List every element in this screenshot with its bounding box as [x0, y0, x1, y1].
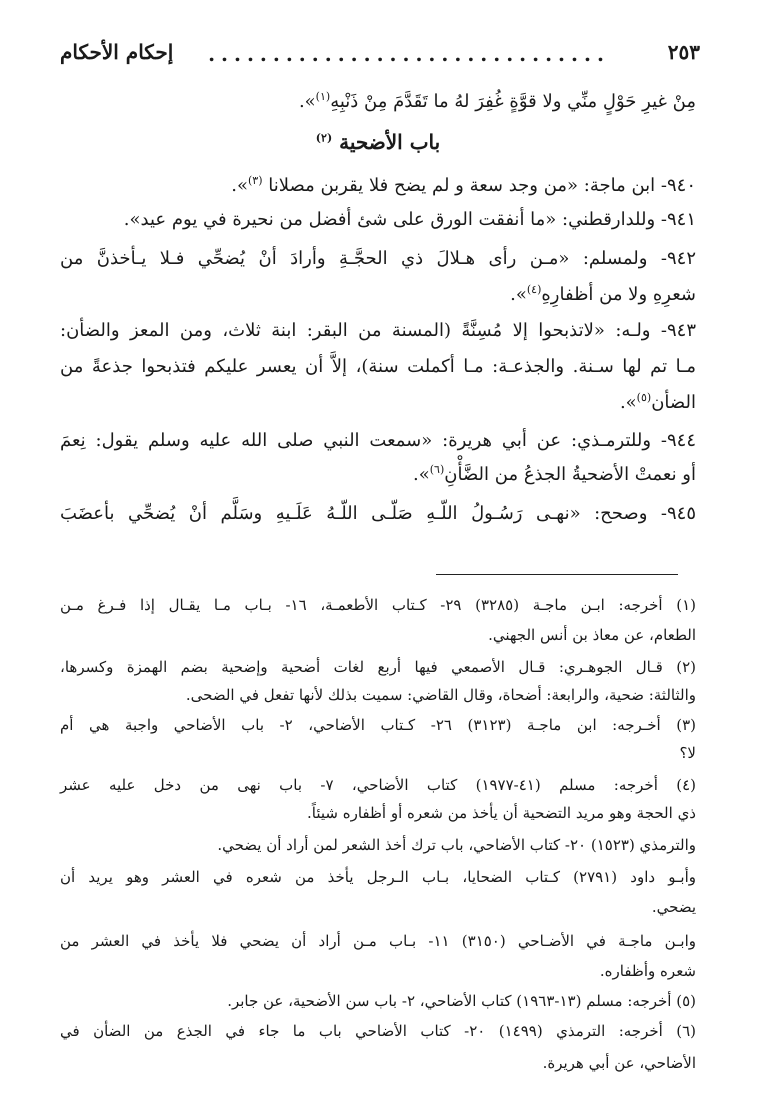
- body-line: مِنْ غيرِ حَوْلٍ منِّي ولا قوَّةٍ غُفِرَ لهُ ما تَقَدَّمَ مِنْ ذَنْبِهِ$^{(١)}$».: [298, 90, 696, 112]
- hadith-941: ٩٤١- وللدارقطني: «ما أنفقت الورق على شئ أفضل من نحيرة في يوم عيد».: [123, 209, 696, 230]
- footnote-1-line1: (١) أخرجه: ابـن ماجـة (٣٢٨٥) ٢٩- كـتاب الأطعمـة، ١٦- بـاب مـا يقـال إذا فـرغ مـن: [60, 596, 696, 614]
- hadith-945-line1: ٩٤٥- وصحح: «نهـى رَسُـولُ اللّـهِ صَلّـى اللّـهُ عَلَـيهِ وسَلَّم أنْ يُضحِّي بأعضَبَ: [60, 503, 696, 524]
- hadith-940: ٩٤٠- ابن ماجة: «من وجد سعة و لم يضح فلا يقربن مصلانا $^{(٣)}$».: [231, 174, 696, 196]
- section-heading: باب الأضحية $^{(٢)}$: [315, 130, 441, 154]
- footnote-4-line7: شعره وأظفاره.: [599, 962, 696, 980]
- hadith-942-line1: ٩٤٢- ولمسلم: «مـن رأى هـلالَ ذي الحجَّـةِ وأرادَ أنْ يُضحِّي فـلا يـأخذنَّ من: [60, 248, 696, 269]
- hadith-942-line2: شعرِهِ ولا من أظفارِهِ$^{(٤)}$».: [510, 283, 696, 305]
- running-title: إحكام الأحكام: [60, 40, 174, 64]
- footnote-5: (٥) أخرجه: مسلم (١٣-١٩٦٣) كتاب الأضاحي، ٢- باب سن الأضحية، عن جابر.: [227, 992, 696, 1010]
- page-number: ٢٥٣: [667, 40, 700, 64]
- page-header: [60, 36, 700, 76]
- footnote-2-line2: والثالثة: ضحية، والرابعة: أضحاة، وقال القاضي: سميت بذلك لأنها تفعل في الضحى.: [185, 686, 696, 704]
- footnote-4-line3: والترمذي (١٥٢٣) ٢٠- كتاب الأضاحي، باب ترك أخذ الشعر لمن أراد أن يضحي.: [217, 836, 696, 854]
- hadith-943-line1: ٩٤٣- ولـه: «لاتذبحوا إلا مُسِنَّةً (المسنة من البقر: ابنة ثلاث، ومن المعز والضأن:: [60, 320, 696, 341]
- footnote-4-line1: (٤) أخرجه: مسلم (٤١-١٩٧٧) كتاب الأضاحي، ٧- باب نهى من دخل عليه عشر: [60, 776, 696, 794]
- header-leader-dots: ...............................: [208, 42, 610, 66]
- hadith-943-line2: مـا تم لها سـنة. والجذعـة: مـا أكملت سنة)، إلاَّ أن يعسر عليكم فتذبحوا جذعةً من: [60, 356, 696, 377]
- footnote-separator: [436, 574, 678, 575]
- footnote-1-line2: الطعام، عن معاذ بن أنس الجهني.: [488, 626, 696, 644]
- hadith-943-line3: الضأن$^{(٥)}$».: [619, 391, 696, 413]
- hadith-944-line1: ٩٤٤- وللترمـذي: عن أبي هريرة: «سمعت النبي صلى الله عليه وسلم يقول: نِعمَ: [60, 430, 696, 451]
- footnote-4-line4: وأبـو داود (٢٧٩١) كـتاب الضحايا، بـاب الـرجل يأخذ من شعره في العشر وهو يريد أن: [60, 868, 696, 886]
- footnote-6-line2: الأضاحي، عن أبي هريرة.: [542, 1054, 696, 1072]
- footnote-4-line2: ذي الحجة وهو مريد التضحية أن يأخذ من شعره أو أظفاره شيئاً.: [306, 804, 696, 822]
- footnote-4-line6: وابـن ماجـة في الأضـاحي (٣١٥٠) ١١- بـاب مـن أراد أن يضحي فلا يأخذ في العشر من: [60, 932, 697, 950]
- footnote-2-line1: (٢) قـال الجوهـري: قـال الأصمعي فيها أربع لغات أضحية وإضحية بضم الهمزة وكسرها،: [60, 658, 696, 676]
- hadith-944-line2: أو نعمتْ الأضحيةُ الجذعُ من الضَّأْنِ$^{(٦)}$».: [412, 463, 696, 485]
- footnote-3-line2: لا؟: [679, 744, 696, 762]
- footnote-4-line5: يضحي.: [651, 898, 696, 916]
- footnote-6-line1: (٦) أخرجه: الترمذي (١٤٩٩) ٢٠- كتاب الأضاحي باب ما جاء في الجذع من الضأن في: [60, 1022, 696, 1040]
- footnote-3-line1: (٣) أخـرجه: ابن ماجـة (٣١٢٣) ٢٦- كـتاب الأضاحي، ٢- باب الأضاحي واجبة هي أم: [60, 716, 696, 734]
